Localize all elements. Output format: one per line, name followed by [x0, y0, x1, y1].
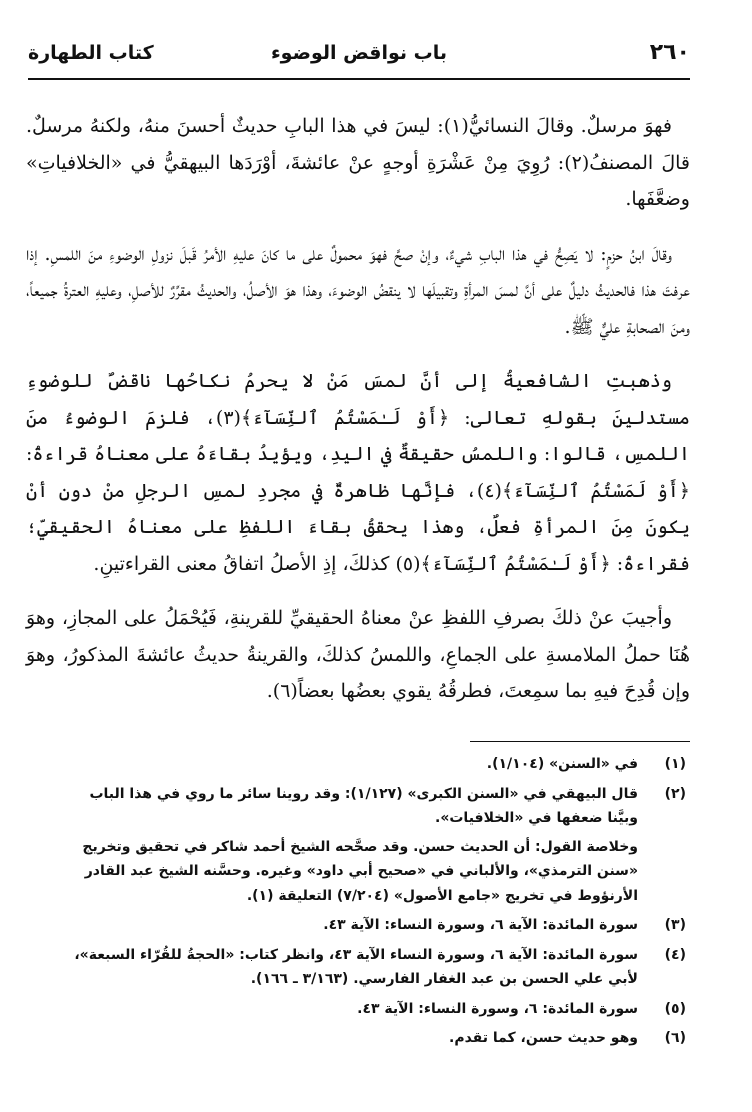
paragraph: فهوَ مرسلٌ. وقالَ النسائيُّ(١): ليسَ في هذا البابِ حديثٌ أحسنَ منهُ، ولكنهُ مرسلٌ. قالَ المصنفُ(٢): رُوِيَ مِنْ عَشْرَةِ أوجهٍ عنْ عائشةَ، أوْرَدَها البيهقيُّ في «الخلافياتِ» وضعَّفَها. [26, 115, 691, 210]
footnote [70, 997, 690, 1022]
chapter-title: باب نواقض الوضوء [270, 42, 448, 64]
footnote-number: (٢) [664, 785, 686, 802]
footnote-text: سورة المائدة: الآية ٦، وسورة النساء: الآية ٤٣. [323, 917, 638, 933]
footnote-text: سورة المائدة: ٦، وسورة النساء: الآية ٤٣. [357, 1000, 638, 1017]
footnote [70, 1026, 690, 1051]
paragraph: وأجيبَ عنْ ذلكَ بصرفِ اللفظِ عنْ معناهُ الحقيقيِّ للقرينةِ، فَيُحْمَلُ على المجازِ، وهوَ هُنَا حملُ الملامسةِ على الجماعِ، واللمسُ كذلكَ، والقرينةُ حديثُ عائشةَ المذكورُ، وهوَ وإن قُدِحَ فيهِ بما سمِعتَ، فطرقُهُ يقوي بعضُها بعضاً(٦). [26, 607, 690, 702]
book-title: كتاب الطهارة [28, 42, 154, 64]
footnote-text: قال البيهقي في «السنن الكبرى» (١/١٢٧): وقد روينا سائر ما روي في هذا الباب وبيَّنا ضعفها في «الخلافيات». [89, 785, 638, 826]
page-number: ٢٦٠ [649, 40, 690, 65]
footnote-number: (٦) [664, 1030, 686, 1046]
footnote [70, 943, 690, 992]
paragraph: وقالَ ابنُ حزمٍ: لا يَصِحُّ في هذا البابِ شيءٌ، وإنْ صحَّ فهوَ محمولٌ على ما كانَ عليهِ الأمرُ قَبلَ نزولِ الوضوءِ منَ اللمسِ. إذا عرفتَ هذا فالحديثُ دليلٌ على أنَّ لمسَ المرأةِ وتقبيلَها لا ينقضُ الوضوءَ، وهذا هوَ الأصلُ، والحديثُ مقرِّرٌ للأصلِ، وعليهِ العترةُ جميعاً، ومنَ الصحابةِ عليٌّ ﷺ. [26, 242, 690, 338]
footnote-text: في «السنن» (١/١٠٤). [486, 756, 638, 772]
footnote-text: وهو حديث حسن، كما تقدم. [449, 1030, 638, 1046]
footnotes [70, 752, 690, 1056]
footnote [70, 752, 690, 777]
footnote-number: (٤) [664, 946, 686, 963]
paragraph: وذهبتِ الشافعيةُ إلى أنَّ لمسَ مَنْ لا يحرمُ نكاحُها ناقضٌ للوضوءِ مستدلينَ بقولهِ تعالى: ﴿أَوْ لَـٰمَسْتُمُ ٱلنِّسَآءَ﴾(٣)، فلزمَ الوضوءُ منَ اللمسِ، قالوا: واللمسُ حقيقةٌ في اليدِ، ويؤيدُ بقاءَهُ على معناهُ قراءةُ: ﴿أَوْ لَمَسْتُمُ ٱلنِّسَآءَ﴾(٤)، فإنَّها ظاهرةٌ في مجردِ لمسِ الرجلِ منْ دونِ أنْ يكونَ مِنَ المرأةِ فعلٌ، وهذا يحققُ بقاءَ اللفظِ على معناهُ الحقيقيِّ؛ فقراءةُ: ﴿أَوْ لَـٰمَسْتُمُ ٱلنِّسَآءَ﴾(٥) كذلكَ، إذِ الأصلُ اتفاقُ معنى القراءتينِ. [26, 370, 690, 575]
footnote-separator [470, 741, 690, 742]
footnote-continuation: وخلاصة القول: أن الحديث حسن. وقد صحَّحه الشيخ أحمد شاكر في تحقيق وتخريج «سنن الترمذي»، والألباني في «صحيح أبي داود» وغيره. وحسَّنه الشيخ عبد القادر الأرنؤوط في تخريج «جامع الأصول» (٧/٢٠٤) التعليقة (١). [82, 838, 638, 904]
footnote-number: (١) [664, 756, 686, 772]
footnote-number: (٥) [664, 1000, 686, 1017]
footnote-number: (٣) [664, 917, 686, 933]
footnote-text: سورة المائدة: الآية ٦، وسورة النساء الآية ٤٣، وانظر كتاب: «الحجةُ للقُرّاء السبعة»، لأبي علي الحسن بن عبد الغفار الفارسي. (٣/١٦٣ ـ ١٦٦). [74, 946, 638, 987]
running-header [28, 40, 690, 80]
footnote [70, 782, 690, 909]
main-text [26, 108, 690, 728]
footnote [70, 913, 690, 938]
